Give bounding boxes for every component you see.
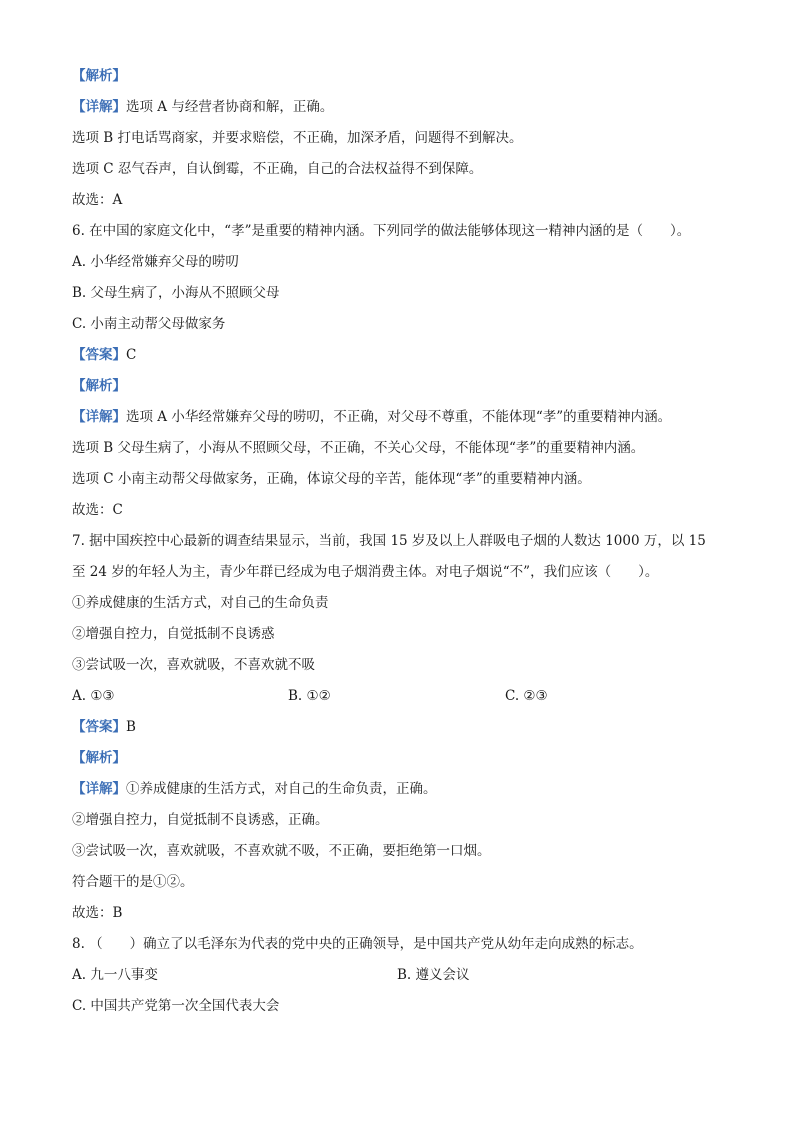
detail-line — [72, 405, 732, 436]
answer-value: C — [126, 347, 137, 363]
detail-text: 选项 A 小华经常嫌弃父母的唠叨，不正确，对父母不尊重，不能体现“孝”的重要精神内涵。 — [126, 409, 672, 425]
choice-result: 故选：B — [72, 905, 123, 921]
question-7-statement-1: ①养成健康的生活方式，对自己的生命负责 — [72, 595, 329, 611]
explanation-line: 选项 C 忍气吞声，自认倒霉，不正确，自己的合法权益得不到保障。 — [72, 161, 483, 177]
question-8-options — [72, 963, 732, 994]
question-7-answer — [72, 715, 732, 746]
analysis-heading: 【解析】 — [72, 378, 126, 394]
summary-line: 符合题干的是①②。 — [72, 874, 194, 890]
detail-text: ①养成健康的生活方式，对自己的生命负责，正确。 — [126, 781, 437, 797]
question-7-stem-line-2: 至 24 岁的年轻人为主，青少年群已经成为电子烟消费主体。对电子烟说“不”，我们应该（ ）。 — [72, 564, 659, 580]
question-8-option-b: B. 遵义会议 — [397, 967, 470, 983]
question-8-option-a: A. 九一八事变 — [72, 967, 158, 983]
explanation-line: 选项 B 打电话骂商家，并要求赔偿，不正确，加深矛盾，问题得不到解决。 — [72, 130, 523, 146]
answer-value: B — [126, 719, 136, 735]
question-7-option-b: B. ①② — [288, 688, 331, 704]
question-7-stem-line-1: 7. 据中国疾控中心最新的调查结果显示，当前，我国 15 岁及以上人群吸电子烟的人数达 1000 万，以 15 — [72, 533, 706, 549]
detail-line — [72, 777, 732, 808]
detail-text: 选项 A 与经营者协商和解，正确。 — [126, 99, 334, 115]
question-6-answer — [72, 343, 732, 374]
question-7-option-c: C. ②③ — [505, 688, 548, 704]
document-page — [72, 64, 732, 1025]
answer-label: 【答案】 — [72, 719, 126, 735]
question-7-statement-2: ②增强自控力，自觉抵制不良诱惑 — [72, 626, 275, 642]
question-7-options — [72, 684, 732, 715]
analysis-heading: 【解析】 — [72, 750, 126, 766]
explanation-line: ②增强自控力，自觉抵制不良诱惑，正确。 — [72, 812, 329, 828]
analysis-heading: 【解析】 — [72, 68, 126, 84]
detail-label: 【详解】 — [72, 409, 126, 425]
question-7-statement-3: ③尝试吸一次，喜欢就吸，不喜欢就不吸 — [72, 657, 315, 673]
question-7-option-a: A. ①③ — [72, 688, 115, 704]
detail-label: 【详解】 — [72, 99, 126, 115]
explanation-line: ③尝试吸一次，喜欢就吸，不喜欢就不吸，不正确，要拒绝第一口烟。 — [72, 843, 491, 859]
question-6-option-a: A. 小华经常嫌弃父母的唠叨 — [72, 254, 239, 270]
question-6-option-b: B. 父母生病了，小海从不照顾父母 — [72, 285, 280, 301]
question-6-stem: 6. 在中国的家庭文化中，“孝”是重要的精神内涵。下列同学的做法能够体现这一精神内涵的是（ ）。 — [72, 223, 691, 239]
question-8-option-c: C. 中国共产党第一次全国代表大会 — [72, 998, 280, 1014]
detail-label: 【详解】 — [72, 781, 126, 797]
question-6-option-c: C. 小南主动帮父母做家务 — [72, 316, 226, 332]
answer-label: 【答案】 — [72, 347, 126, 363]
explanation-line: 选项 B 父母生病了，小海从不照顾父母，不正确，不关心父母，不能体现“孝”的重要精神内涵。 — [72, 440, 645, 456]
detail-line — [72, 95, 732, 126]
choice-result: 故选：C — [72, 502, 123, 518]
choice-result: 故选：A — [72, 192, 123, 208]
explanation-line: 选项 C 小南主动帮父母做家务，正确，体谅父母的辛苦，能体现“孝”的重要精神内涵。 — [72, 471, 591, 487]
question-8-stem: 8. （ ）确立了以毛泽东为代表的党中央的正确领导，是中国共产党从幼年走向成熟的标志。 — [72, 936, 643, 952]
